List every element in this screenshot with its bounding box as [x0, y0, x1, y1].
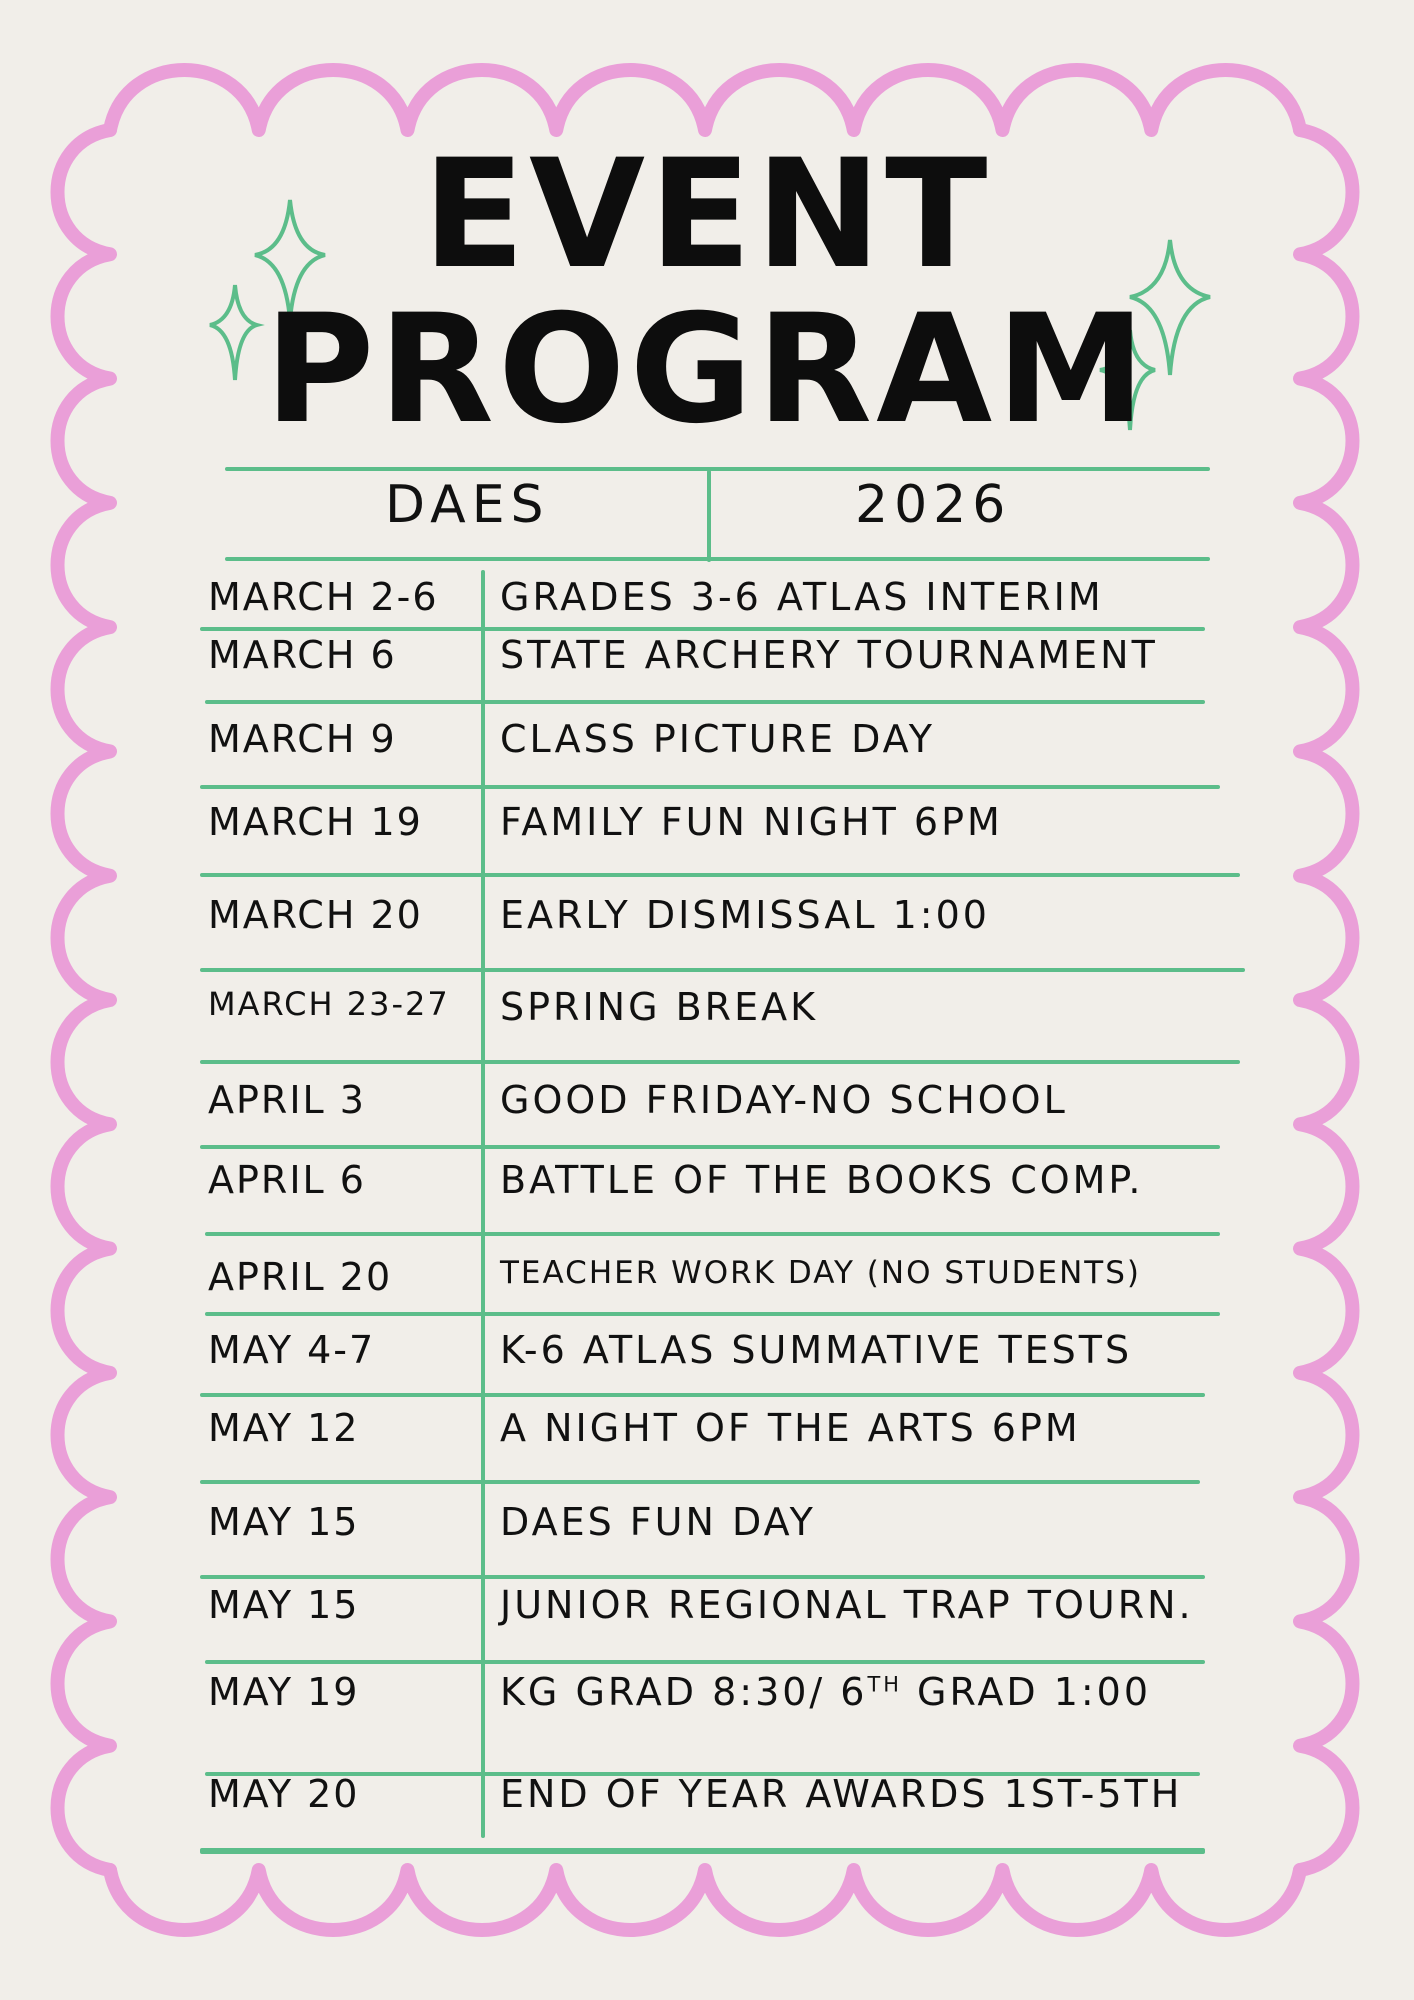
row-divider: [200, 627, 1205, 631]
row-divider: [200, 968, 1245, 972]
event-name: A NIGHT OF THE ARTS 6PM: [500, 1406, 1081, 1450]
event-name: TEACHER WORK DAY (NO STUDENTS): [500, 1255, 1142, 1291]
event-date: MAY 15: [208, 1583, 360, 1627]
event-date: MARCH 19: [208, 800, 423, 844]
header-top-rule: [225, 467, 1210, 471]
title-line-2: PROGRAM: [264, 283, 1150, 457]
event-date: MARCH 20: [208, 893, 423, 937]
year: 2026: [855, 475, 1012, 535]
event-date: MAY 12: [208, 1406, 360, 1450]
event-name: K-6 ATLAS SUMMATIVE TESTS: [500, 1328, 1133, 1372]
event-name: END OF YEAR AWARDS 1ST-5TH: [500, 1772, 1183, 1816]
row-divider: [200, 1393, 1205, 1397]
row-divider: [205, 1312, 1220, 1316]
event-name: SPRING BREAK: [500, 985, 818, 1029]
row-divider: [200, 873, 1240, 877]
event-date: MARCH 23-27: [208, 985, 450, 1023]
row-divider: [205, 1232, 1220, 1236]
event-name-superscript: TH: [867, 1672, 902, 1697]
school-name: DAES: [385, 475, 550, 535]
event-name: STATE ARCHERY TOURNAMENT: [500, 633, 1158, 677]
event-date: MAY 20: [208, 1772, 360, 1816]
event-name: [500, 1670, 1151, 1714]
title-line-1: EVENT: [422, 128, 992, 302]
event-date: MAY 15: [208, 1500, 360, 1544]
event-name-part: GRAD 1:00: [901, 1670, 1152, 1714]
event-date: APRIL 6: [208, 1158, 366, 1202]
event-date: APRIL 20: [208, 1255, 393, 1299]
row-divider: [200, 1060, 1240, 1064]
row-divider: [200, 1575, 1205, 1579]
event-date: MAY 19: [208, 1670, 360, 1714]
row-divider: [200, 1480, 1200, 1484]
event-name: CLASS PICTURE DAY: [500, 717, 935, 761]
row-divider: [205, 1660, 1205, 1664]
event-name: EARLY DISMISSAL 1:00: [500, 893, 990, 937]
event-date: MARCH 2-6: [208, 575, 439, 619]
header-divider: [707, 470, 711, 562]
event-name: GOOD FRIDAY-NO SCHOOL: [500, 1078, 1068, 1122]
row-divider: [200, 1848, 1205, 1854]
event-name-part: KG GRAD 8:30/ 6: [500, 1670, 868, 1714]
event-date: MAY 4-7: [208, 1328, 376, 1372]
event-name: BATTLE OF THE BOOKS COMP.: [500, 1158, 1144, 1202]
event-date: APRIL 3: [208, 1078, 366, 1122]
header-bottom-rule: [225, 557, 1210, 561]
event-date: MARCH 9: [208, 717, 397, 761]
row-divider: [200, 1145, 1220, 1149]
event-name: FAMILY FUN NIGHT 6PM: [500, 800, 1003, 844]
event-date: MARCH 6: [208, 633, 397, 677]
row-divider: [205, 700, 1205, 704]
event-name: GRADES 3-6 ATLAS INTERIM: [500, 575, 1104, 619]
row-divider: [200, 785, 1220, 789]
table-column-divider: [481, 570, 485, 1838]
event-name: JUNIOR REGIONAL TRAP TOURN.: [500, 1583, 1194, 1627]
event-name: DAES FUN DAY: [500, 1500, 816, 1544]
